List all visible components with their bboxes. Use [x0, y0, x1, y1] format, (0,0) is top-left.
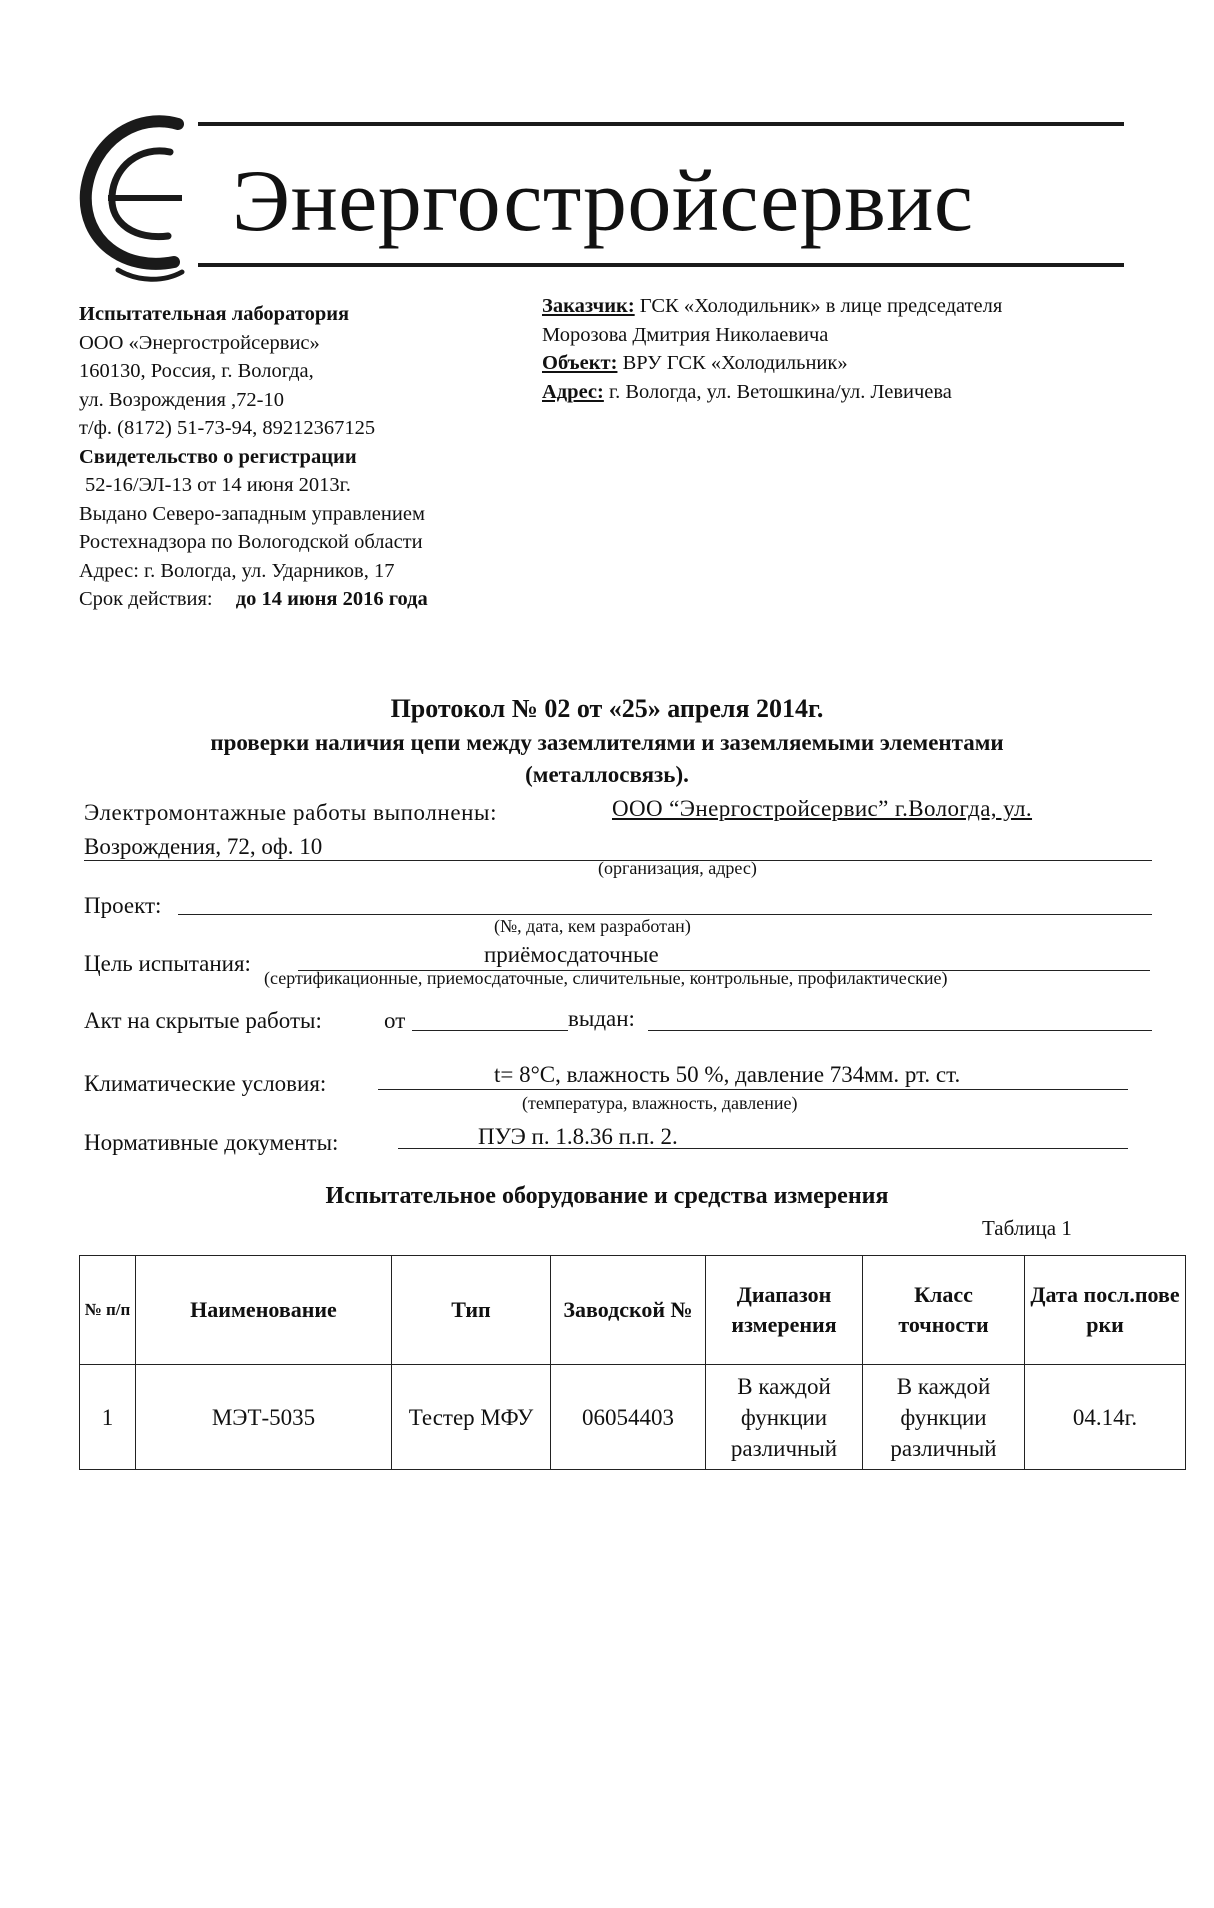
cell-accuracy: В каждой функции различный	[863, 1365, 1025, 1470]
lab-info	[79, 300, 428, 614]
cell-number: 1	[80, 1365, 136, 1470]
lab-address-2: ул. Возрождения ,72-10	[79, 388, 284, 411]
customer-line	[542, 292, 1002, 321]
table-label: Таблица 1	[982, 1216, 1072, 1240]
lab-org: ООО «Энергостройсервис»	[79, 331, 320, 354]
project-line	[178, 914, 1152, 915]
protocol-title: Протокол № 02 от «25» апреля 2014г.	[390, 694, 824, 723]
col-header-accuracy: Класс точности	[863, 1256, 1025, 1365]
lab-heading: Испытательная лаборатория	[79, 303, 350, 325]
cert-issued-2: Ростехнадзора по Вологодской области	[79, 531, 423, 553]
object-value: ВРУ ГСК «Холодильник»	[622, 352, 848, 374]
protocol-subtitle-1: проверки наличия цепи между заземлителями и заземляемыми элементами	[210, 730, 1004, 755]
table-header-row	[80, 1256, 1186, 1365]
validity-label: Срок действия:	[79, 588, 213, 610]
col-header-type: Тип	[392, 1256, 551, 1365]
col-header-name: Наименование	[136, 1256, 392, 1365]
cell-check-date: 04.14г.	[1025, 1365, 1186, 1470]
project-hint: (№, дата, кем разработан)	[494, 916, 691, 936]
cell-serial: 06054403	[551, 1365, 706, 1470]
company-logo	[78, 112, 188, 287]
address-line	[542, 378, 1002, 407]
works-value-2: Возрождения, 72, оф. 10	[84, 834, 323, 859]
cell-range: В каждой функции различный	[706, 1365, 863, 1470]
customer-value: ГСК «Холодильник» в лице председателя	[639, 295, 1003, 317]
act-from: от	[384, 1008, 406, 1033]
col-header-check-date: Дата посл.пове рки	[1025, 1256, 1186, 1365]
lab-address-1: 160130, Россия, г. Вологда,	[79, 360, 314, 382]
climate-line	[378, 1089, 1128, 1090]
cert-validity	[79, 585, 428, 614]
cell-name: МЭТ-5035	[136, 1365, 392, 1470]
purpose-hint: (сертификационные, приемосдаточные, сличительные, контрольные, профилактические)	[264, 968, 948, 988]
col-header-number: № п/п	[80, 1256, 136, 1365]
climate-value: t= 8°С, влажность 50 %, давление 734мм. рт. ст.	[494, 1062, 961, 1087]
climate-hint: (температура, влажность, давление)	[522, 1093, 798, 1113]
protocol-subtitle-2: (металлосвязь).	[525, 762, 689, 787]
cert-number: 52-16/ЭЛ-13 от 14 июня 2013г.	[85, 474, 351, 496]
cert-issued-1: Выдано Северо-западным управлением	[79, 502, 425, 525]
climate-label: Климатические условия:	[84, 1071, 327, 1096]
customer-label: Заказчик:	[542, 295, 635, 317]
col-header-serial: Заводской №	[551, 1256, 706, 1365]
header-rule-bottom	[198, 263, 1124, 267]
equipment-table	[79, 1255, 1186, 1470]
address-value: г. Вологда, ул. Ветошкина/ул. Левичева	[608, 380, 952, 403]
act-label: Акт на скрытые работы:	[84, 1008, 322, 1033]
purpose-label: Цель испытания:	[84, 951, 251, 976]
cert-heading: Свидетельство о регистрации	[79, 445, 357, 468]
address-label: Адрес:	[542, 380, 604, 403]
header-rule-top	[198, 122, 1124, 126]
works-value-1: ООО “Энергостройсервис” г.Вологда, ул.	[612, 796, 1033, 821]
norms-label: Нормативные документы:	[84, 1130, 339, 1155]
norms-line	[398, 1148, 1128, 1149]
lab-phone: т/ф. (8172) 51-73-94, 89212367125	[79, 417, 376, 439]
issuer-address: Адрес: г. Вологда, ул. Ударников, 17	[79, 559, 395, 582]
act-from-line	[412, 1030, 568, 1031]
act-issued-line	[648, 1030, 1152, 1031]
object-label: Объект:	[542, 352, 618, 374]
act-issued: выдан:	[568, 1006, 635, 1031]
table-row	[80, 1365, 1186, 1470]
works-hint: (организация, адрес)	[598, 858, 757, 878]
customer-value-2: Морозова Дмитрия Николаевича	[542, 323, 829, 346]
purpose-value: приёмосдаточные	[484, 942, 659, 967]
validity-value: до 14 июня 2016 года	[235, 588, 428, 610]
client-info	[542, 292, 1002, 406]
company-name: Энергостройсервис	[232, 153, 974, 250]
equipment-heading: Испытательное оборудование и средства измерения	[325, 1183, 889, 1209]
project-label: Проект:	[84, 893, 162, 918]
object-line	[542, 349, 1002, 378]
cell-type: Тестер МФУ	[392, 1365, 551, 1470]
works-label: Электромонтажные работы выполнены:	[84, 800, 498, 825]
norms-value: ПУЭ п. 1.8.36 п.п. 2.	[478, 1124, 678, 1149]
col-header-range: Диапазон измерения	[706, 1256, 863, 1365]
